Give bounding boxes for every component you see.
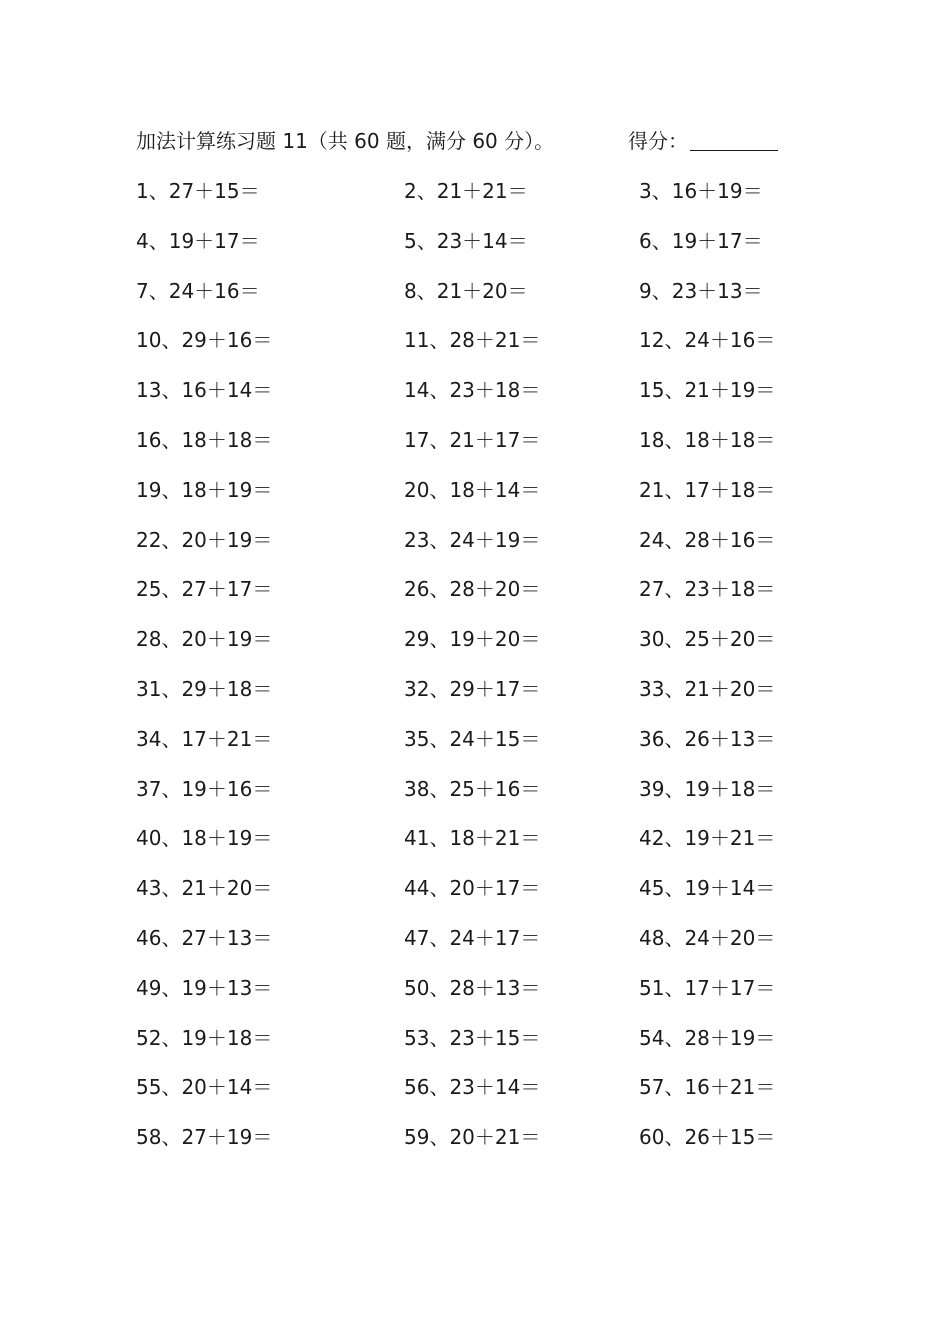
problem-grid [136,176,816,1172]
problem-item: 1、27＋15＝ [136,179,260,203]
problem-item: 22、20＋19＝ [136,527,273,552]
problem-row [136,176,816,226]
problem-item: 56、23＋14＝ [404,1075,541,1100]
problem-item: 30、25＋20＝ [639,627,776,652]
problem-row [136,276,816,326]
problem-item: 16、18＋18＝ [136,427,273,452]
problem-item: 14、23＋18＝ [404,378,541,403]
problem-item: 6、19＋17＝ [639,228,763,253]
problem-item: 17、21＋17＝ [404,427,541,452]
problem-row [136,1122,816,1172]
problem-item: 15、21＋19＝ [639,378,776,403]
problem-row [136,325,816,375]
problem-row [136,823,816,873]
problem-item: 9、23＋13＝ [639,278,763,303]
problem-item: 19、18＋19＝ [136,477,273,502]
problem-item: 21、17＋18＝ [639,477,776,502]
problem-item: 50、28＋13＝ [404,975,541,1000]
problem-item: 47、24＋17＝ [404,925,541,950]
problem-row [136,475,816,525]
problem-item: 3、16＋19＝ [639,179,763,203]
problem-item: 7、24＋16＝ [136,278,260,303]
problem-item: 48、24＋20＝ [639,925,776,950]
problem-item: 31、29＋18＝ [136,676,273,701]
problem-row [136,226,816,276]
problem-row [136,873,816,923]
problem-item: 28、20＋19＝ [136,627,273,652]
problem-row [136,774,816,824]
problem-item: 51、17＋17＝ [639,975,776,1000]
problem-item: 57、16＋21＝ [639,1075,776,1100]
problem-item: 55、20＋14＝ [136,1075,273,1100]
problem-item: 18、18＋18＝ [639,427,776,452]
problem-item: 34、17＋21＝ [136,726,273,751]
problem-item: 8、21＋20＝ [404,278,528,303]
problem-item: 24、28＋16＝ [639,527,776,552]
problem-item: 33、21＋20＝ [639,676,776,701]
problem-item: 40、18＋19＝ [136,826,273,851]
problem-item: 11、28＋21＝ [404,328,541,353]
problem-item: 60、26＋15＝ [639,1125,776,1150]
problem-row [136,375,816,425]
problem-item: 20、18＋14＝ [404,477,541,502]
problem-item: 59、20＋21＝ [404,1125,541,1150]
problem-item: 26、28＋20＝ [404,577,541,602]
problem-item: 43、21＋20＝ [136,876,273,901]
problem-item: 38、25＋16＝ [404,776,541,801]
problem-item: 49、19＋13＝ [136,975,273,1000]
problem-item: 52、19＋18＝ [136,1025,273,1050]
problem-item: 39、19＋18＝ [639,776,776,801]
problem-row [136,1072,816,1122]
problem-row [136,923,816,973]
score-blank-line [690,128,778,151]
worksheet-header [136,126,796,156]
problem-item: 37、19＋16＝ [136,776,273,801]
problem-row [136,1023,816,1073]
problem-item: 12、24＋16＝ [639,328,776,353]
problem-item: 53、23＋15＝ [404,1025,541,1050]
problem-item: 2、21＋21＝ [404,179,528,203]
problem-item: 42、19＋21＝ [639,826,776,851]
problem-item: 13、16＋14＝ [136,378,273,403]
problem-item: 10、29＋16＝ [136,328,273,353]
problem-item: 54、28＋19＝ [639,1025,776,1050]
problem-item: 27、23＋18＝ [639,577,776,602]
problem-row [136,674,816,724]
problem-item: 25、27＋17＝ [136,577,273,602]
problem-row [136,425,816,475]
problem-item: 46、27＋13＝ [136,925,273,950]
problem-item: 4、19＋17＝ [136,228,260,253]
problem-item: 32、29＋17＝ [404,676,541,701]
problem-item: 5、23＋14＝ [404,228,528,253]
problem-item: 35、24＋15＝ [404,726,541,751]
problem-row [136,574,816,624]
problem-row [136,525,816,575]
problem-item: 41、18＋21＝ [404,826,541,851]
problem-item: 23、24＋19＝ [404,527,541,552]
score-label: 得分： [628,129,688,153]
score-area [628,126,778,156]
problem-item: 45、19＋14＝ [639,876,776,901]
problem-item: 58、27＋19＝ [136,1125,273,1150]
worksheet-title: 加法计算练习题 11（共 60 题，满分 60 分）。 [136,129,555,153]
problem-item: 44、20＋17＝ [404,876,541,901]
problem-item: 29、19＋20＝ [404,627,541,652]
problem-row [136,624,816,674]
problem-row [136,724,816,774]
problem-item: 36、26＋13＝ [639,726,776,751]
problem-row [136,973,816,1023]
